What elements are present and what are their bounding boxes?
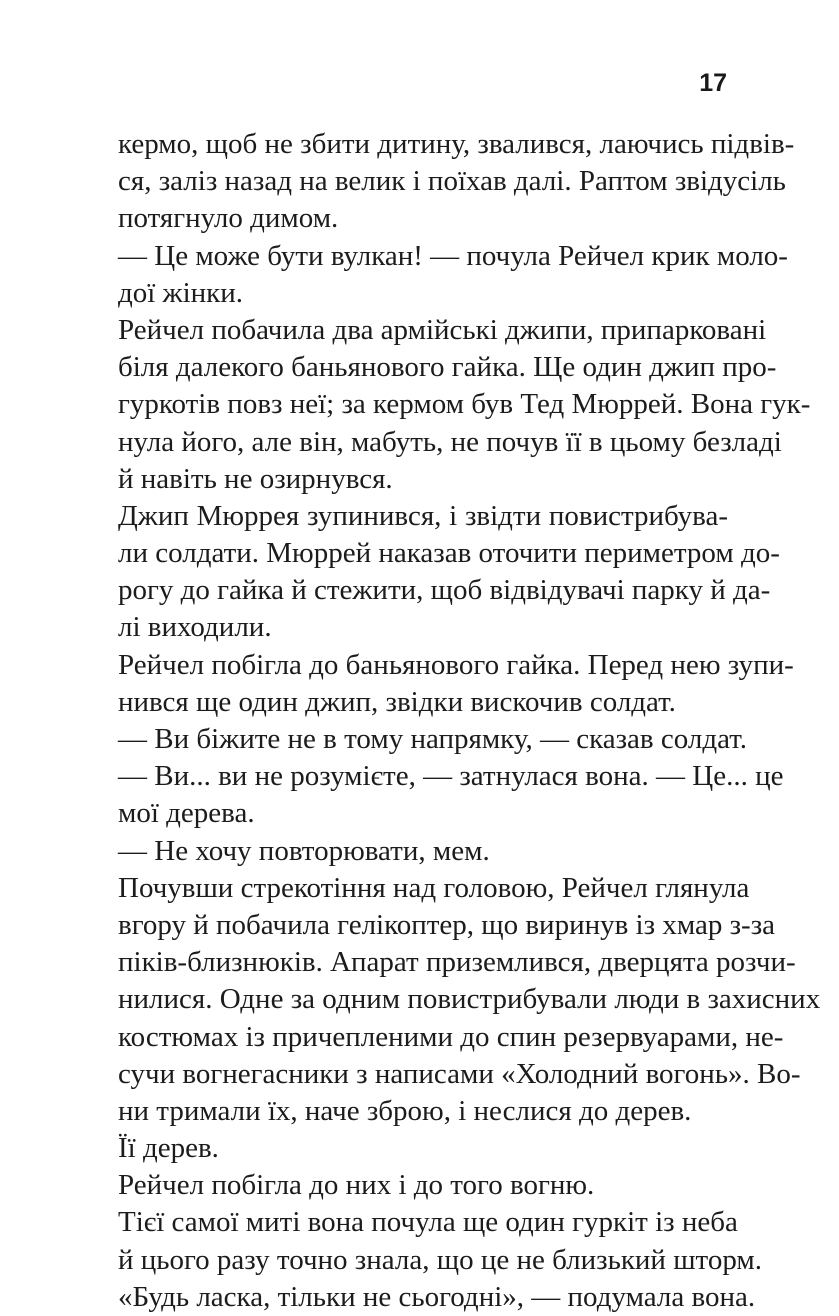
text-line: потягнуло димом. <box>118 202 339 235</box>
text-line: нула його, але він, мабуть, не почув її в цьому безладі <box>118 425 782 458</box>
text-line: дої жінки. <box>118 276 244 309</box>
text-line: вгору й побачила гелікоптер, що виринув із хмар з-за <box>118 908 776 941</box>
text-line: й навіть не озирнувся. <box>118 462 393 495</box>
text-line: біля далекого баньянового гайка. Ще один джип про- <box>118 351 777 384</box>
text-line: мої дерева. <box>118 797 255 830</box>
text-line: Рейчел побігла до них і до того вогню. <box>118 1169 595 1202</box>
text-line: Тієї самої миті вона почула ще один гуркіт із неба <box>118 1206 738 1239</box>
text-line: сучи вогнегасники з написами «Холодний вогонь». Во- <box>118 1057 801 1090</box>
text-line: нилися. Одне за одним повистрибували люди в захисних <box>118 983 821 1016</box>
text-line: нився ще один джип, звідки вискочив солдат. <box>118 685 676 718</box>
page-number: 17 <box>699 69 727 97</box>
text-line: «Будь ласка, тільки не сьогодні», — подумала вона. <box>118 1280 756 1313</box>
text-line: рогу до гайка й стежити, щоб відвідувачі парку й да- <box>118 574 771 607</box>
text-line: лі виходили. <box>118 611 272 644</box>
text-line: кермо, щоб не збити дитину, звалився, лаючись підвів- <box>118 128 795 160</box>
text-line: костюмах із причепленими до спин резервуарами, не- <box>118 1020 784 1053</box>
text-line: Рейчел побігла до баньянового гайка. Перед нею зупи- <box>118 648 794 681</box>
text-line: піків-близнюків. Апарат приземлився, дверцята розчи- <box>118 946 796 979</box>
text-line: — Ви... ви не розумієте, — затнулася вона. — Це... це <box>118 760 784 793</box>
text-line: й цього разу точно знала, що це не близький шторм. <box>118 1243 762 1276</box>
text-line: Її дерев. <box>118 1132 219 1165</box>
text-line: — Не хочу повторювати, мем. <box>118 834 490 867</box>
text-line: Почувши стрекотіння над головою, Рейчел глянула <box>118 871 750 904</box>
text-line: ся, заліз назад на велик і поїхав далі. Раптом звідусіль <box>118 165 786 198</box>
text-line: Рейчел побачила два армійські джипи, припарковані <box>118 313 767 346</box>
text-line: Джип Мюррея зупинився, і звідти повистрибува- <box>118 499 728 532</box>
text-line: — Це може бути вулкан! — почула Рейчел крик моло- <box>118 239 788 272</box>
text-line: гуркотів повз неї; за кермом був Тед Мюррей. Вона гук- <box>118 388 811 421</box>
text-line: — Ви біжите не в тому напрямку, — сказав солдат. <box>118 723 747 755</box>
text-line: ли солдати. Мюррей наказав оточити периметром до- <box>118 537 780 570</box>
text-line: ни тримали їх, наче зброю, і неслися до дерев. <box>118 1094 692 1127</box>
body-text <box>118 126 821 1316</box>
